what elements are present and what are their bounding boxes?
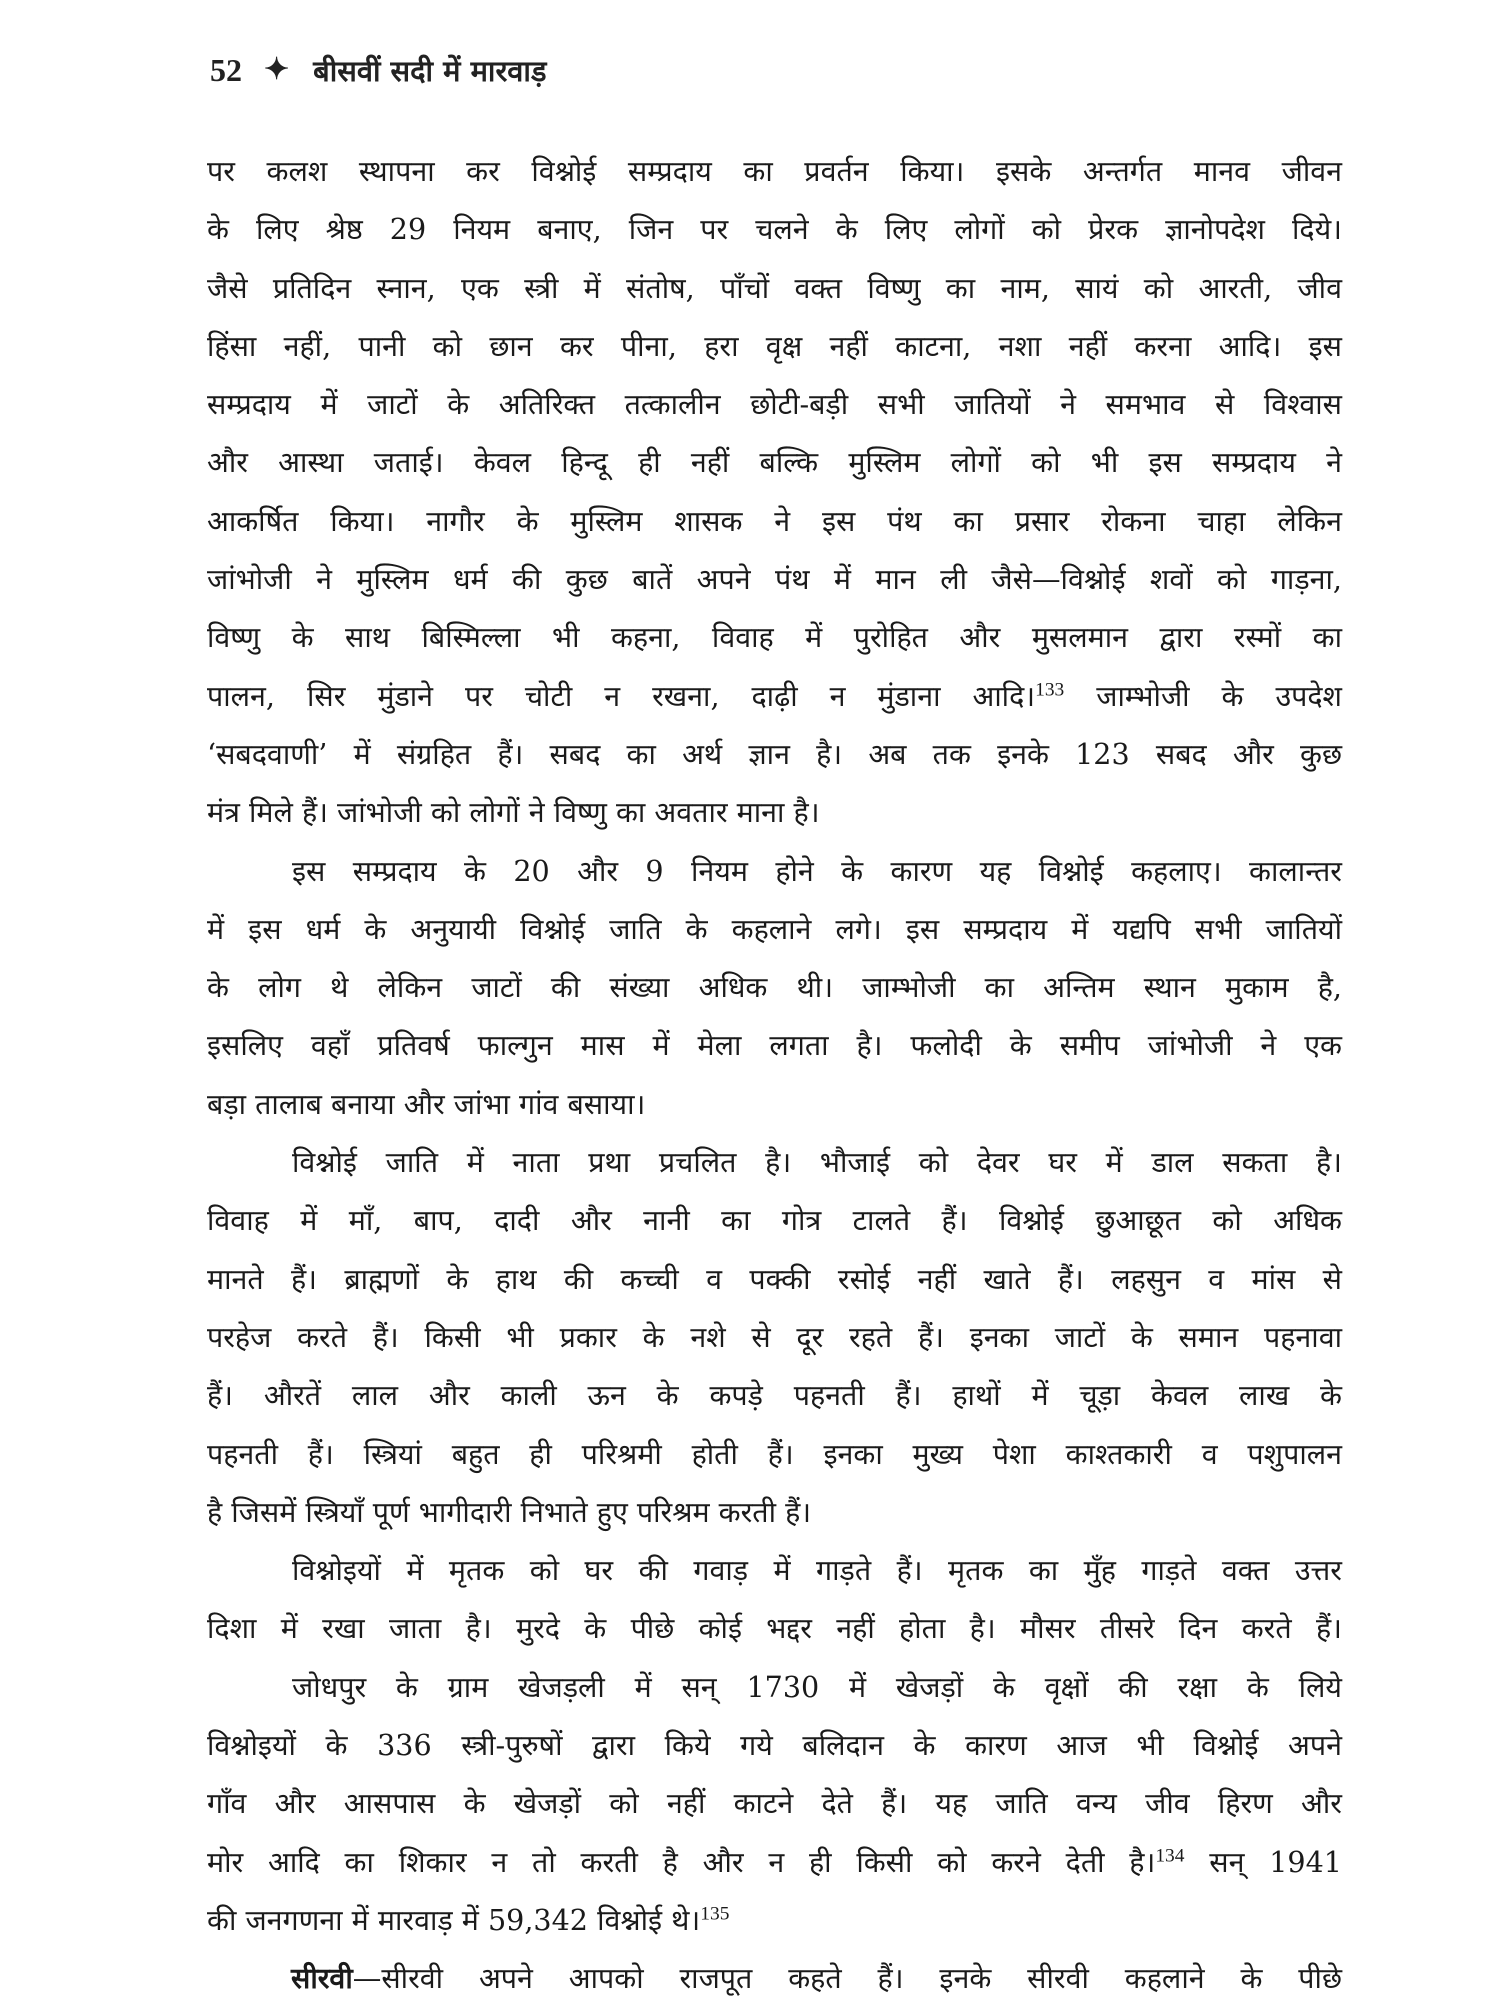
paragraph-first-line: जोधपुर के ग्राम खेजड़ली में सन् 1730 में खेजड़ों के वृक्षों की रक्षा के लिये: [292, 1669, 1342, 1704]
text-line: जैसे प्रतिदिन स्नान, एक स्त्री में संतोष, पाँचों वक्त विष्णु का नाम, सायं को आरती, जीव: [207, 270, 1342, 305]
page-number: 52: [210, 51, 242, 88]
ornament-icon: ✦: [264, 52, 290, 87]
footnote-ref: 133: [1035, 678, 1065, 700]
text-line: पहनती हैं। स्त्रियां बहुत ही परिश्रमी होती हैं। इनका मुख्य पेशा काश्तकारी व पशुपालन: [207, 1436, 1342, 1471]
page-body: [207, 150, 1342, 2016]
text-line: जांभोजी ने मुस्लिम धर्म की कुछ बातें अपने पंथ में मान ली जैसे—विश्नोई शवों को गाड़ना,: [207, 562, 1342, 597]
text-line: दिशा में रखा जाता है। मुरदे के पीछे कोई भद्दर नहीं होता है। मौसर तीसरे दिन करते हैं।: [207, 1611, 1342, 1646]
text-line: है जिसमें स्त्रियाँ पूर्ण भागीदारी निभाते हुए परिश्रम करती हैं।: [207, 1494, 812, 1529]
text-line: इसलिए वहाँ प्रतिवर्ष फाल्गुन मास में मेला लगता है। फलोदी के समीप जांभोजी ने एक: [207, 1028, 1342, 1063]
text-line: विष्णु के साथ बिस्मिल्ला भी कहना, विवाह में पुरोहित और मुसलमान द्वारा रस्मों का: [207, 620, 1342, 655]
text-line: के लिए श्रेष्ठ 29 नियम बनाए, जिन पर चलने के लिए लोगों को प्रेरक ज्ञानोपदेश दिये।: [207, 212, 1342, 247]
section-term: सीरवी: [291, 1961, 353, 1996]
text-line: और आस्था जताई। केवल हिन्दू ही नहीं बल्कि मुस्लिम लोगों को भी इस सम्प्रदाय ने: [207, 445, 1342, 480]
text-line: ‘सबदवाणी’ में संग्रहित हैं। सबद का अर्थ ज्ञान है। अब तक इनके 123 सबद और कुछ: [207, 736, 1342, 771]
paragraph-first-line: विश्नोई जाति में नाता प्रथा प्रचलित है। भौजाई को देवर घर में डाल सकता है।: [292, 1145, 1342, 1180]
footnote-ref: 135: [700, 1903, 730, 1925]
paragraph-first-line: सीरवी—सीरवी अपने आपको राजपूत कहते हैं। इनके सीरवी कहलाने के पीछे: [291, 1961, 1342, 1996]
text-line: परहेज करते हैं। किसी भी प्रकार के नशे से दूर रहते हैं। इनका जाटों के समान पहनावा: [207, 1319, 1342, 1354]
text-line: विश्नोइयों के 336 स्त्री-पुरुषों द्वारा किये गये बलिदान के कारण आज भी विश्नोई अपने: [207, 1728, 1342, 1763]
text-line: की जनगणना में मारवाड़ में 59,342 विश्नोई थे।$^{135}$: [207, 1902, 730, 1937]
text-line: हैं। औरतें लाल और काली ऊन के कपड़े पहनती हैं। हाथों में चूड़ा केवल लाख के: [207, 1378, 1342, 1413]
text-line: आकर्षित किया। नागौर के मुस्लिम शासक ने इस पंथ का प्रसार रोकना चाहा लेकिन: [207, 503, 1342, 538]
running-header: [210, 48, 546, 92]
text-line: के लोग थे लेकिन जाटों की संख्या अधिक थी। जाम्भोजी का अन्तिम स्थान मुकाम है,: [207, 970, 1342, 1005]
footnote-ref: 134: [1155, 1844, 1185, 1866]
text-line: विवाह में माँ, बाप, दादी और नानी का गोत्र टालते हैं। विश्नोई छुआछूत को अधिक: [207, 1203, 1342, 1238]
text-line: मोर आदि का शिकार न तो करती है और न ही किसी को करने देती है।$^{134}$ सन् 1941: [207, 1844, 1342, 1879]
text-line: बड़ा तालाब बनाया और जांभा गांव बसाया।: [207, 1086, 646, 1121]
paragraph-first-line: इस सम्प्रदाय के 20 और 9 नियम होने के कारण यह विश्नोई कहलाए। कालान्तर: [292, 853, 1342, 888]
text-line: मानते हैं। ब्राह्मणों के हाथ की कच्ची व पक्की रसोई नहीं खाते हैं। लहसुन व मांस से: [207, 1261, 1342, 1296]
text-line: में इस धर्म के अनुयायी विश्नोई जाति के कहलाने लगे। इस सम्प्रदाय में यद्यपि सभी जातियों: [207, 911, 1342, 946]
text-line: पालन, सिर मुंडाने पर चोटी न रखना, दाढ़ी न मुंडाना आदि।$^{133}$ जाम्भोजी के उपदेश: [207, 678, 1342, 713]
paragraph-first-line: विश्नोइयों में मृतक को घर की गवाड़ में गाड़ते हैं। मृतक का मुँह गाड़ते वक्त उत्तर: [292, 1553, 1342, 1588]
text-line: पर कलश स्थापना कर विश्नोई सम्प्रदाय का प्रवर्तन किया। इसके अन्तर्गत मानव जीवन: [207, 154, 1342, 188]
text-line: हिंसा नहीं, पानी को छान कर पीना, हरा वृक्ष नहीं काटना, नशा नहीं करना आदि। इस: [207, 328, 1342, 363]
text-line: गाँव और आसपास के खेजड़ों को नहीं काटने देते हैं। यह जाति वन्य जीव हिरण और: [207, 1786, 1342, 1821]
book-title: बीसवीं सदी में मारवाड़: [313, 53, 547, 88]
text-line: मंत्र मिले हैं। जांभोजी को लोगों ने विष्णु का अवतार माना है।: [207, 795, 820, 830]
text-line: सम्प्रदाय में जाटों के अतिरिक्त तत्कालीन छोटी-बड़ी सभी जातियों ने समभाव से विश्वास: [207, 387, 1342, 422]
